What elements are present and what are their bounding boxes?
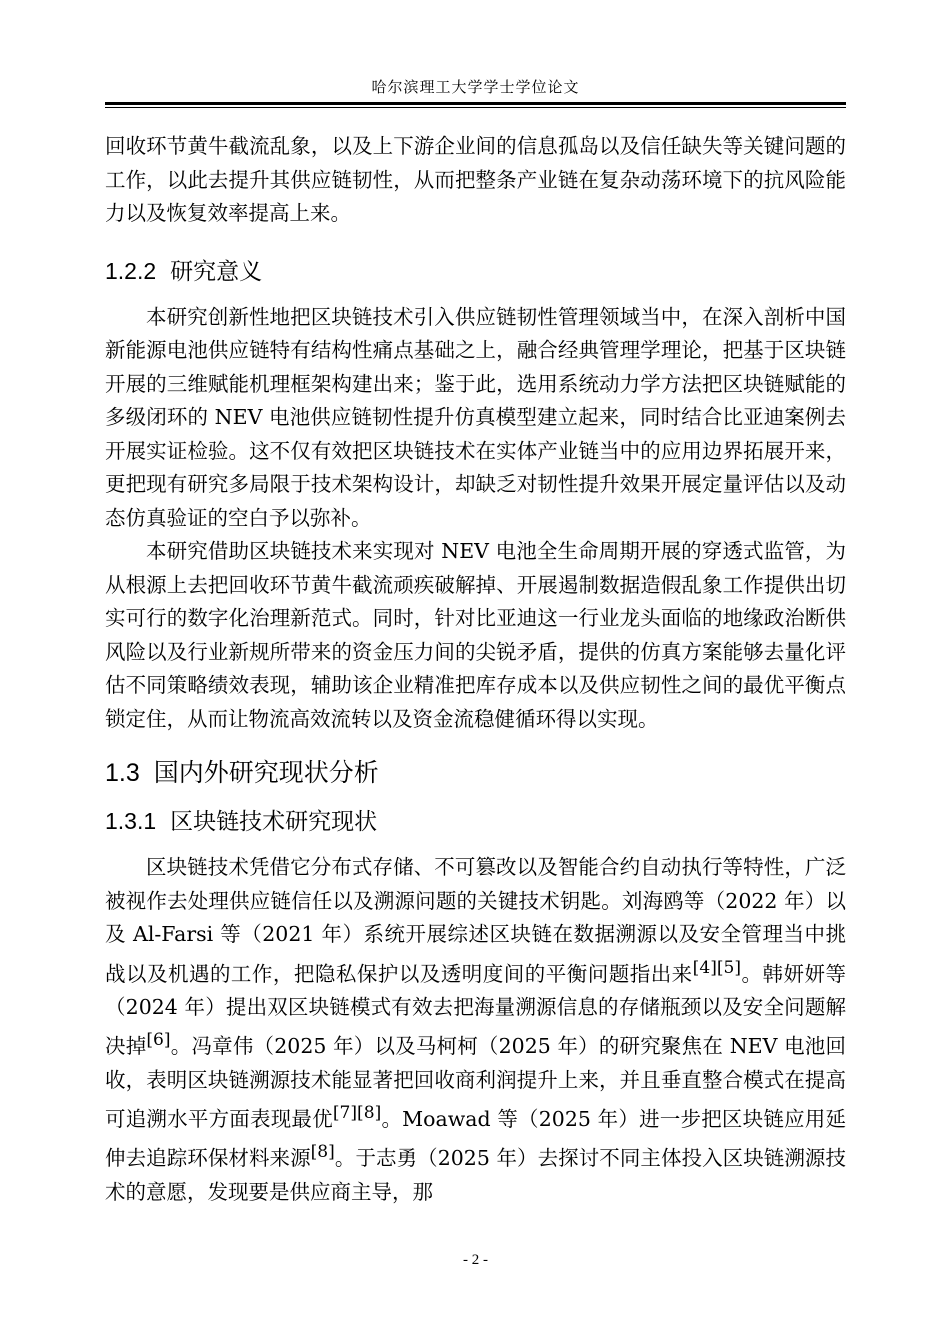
section-number: 1.3.1 [105, 808, 157, 834]
section-number: 1.2.2 [105, 257, 157, 284]
paragraph-significance-1: 本研究创新性地把区块链技术引入供应链韧性管理领域当中，在深入剖析中国新能源电池供应链特有结构性痛点基础之上，融合经典管理学理论，把基于区块链开展的三维赋能机理框架构建出来；鉴于此，选用系统动力学方法把区块链赋能的多级闭环的 NEV 电池供应链韧性提升仿真模型建立起来，同时结合比亚迪案例去开展实证检验。这不仅有效把区块链技术在实体产业链当中的应用边界拓展开来，更把现有研究多局限于技术架构设计，却缺乏对韧性提升效果开展定量评估以及动态仿真验证的空白予以弥补。 [105, 304, 846, 530]
citation-ref: [8] [310, 1142, 335, 1163]
citation-ref: [4][5] [692, 957, 742, 978]
header-rule-thin [105, 107, 846, 108]
section-number: 1.3 [105, 759, 140, 787]
section-title: 区块链技术研究现状 [170, 809, 378, 835]
text-run: 。韩妍妍等（2024 年）提出双区块链模式有效去把海量溯源信息的存储瓶颈以及安全问题解决掉 [105, 961, 847, 1059]
section-title: 研究意义 [170, 258, 263, 285]
section-title: 国内外研究现状分析 [153, 758, 379, 787]
text-run: 。于志勇（2025 年）去探讨不同主体投入区块链溯源技术的意愿，发现要是供应商主导，那 [105, 1146, 846, 1204]
page-body [105, 130, 846, 1209]
heading-section-1-2-2 [105, 256, 846, 287]
text-run: 。冯章伟（2025 年）以及马柯柯（2025 年）的研究聚焦在 NEV 电池回收，表明区块链溯源技术能显著把回收商利润提升上来，并且垂直整合模式在提高可追溯水平方面表现最优 [105, 1034, 846, 1131]
text-run: 区块链技术凭借它分布式存储、不可篡改以及智能合约自动执行等特性，广泛被视作去处理供应链信任以及溯源问题的关键技术钥匙。刘海鸥等（2022 年）以及 Al-Farsi 等（2021 年）系统开展综述区块链在数据溯源以及安全管理当中挑战以及机遇的工作，把隐私保护以及透明度间的平衡问题指出来 [105, 855, 846, 986]
citation-ref: [7][8] [332, 1103, 382, 1124]
heading-section-1-3-1 [105, 806, 846, 837]
paragraph-blockchain-status [105, 851, 846, 1209]
page-number: - 2 - [463, 1252, 488, 1268]
text-run: 。Moawad 等（2025 年）进一步把区块链应用延伸去追踪环保材料来源 [105, 1106, 846, 1171]
header-rule-thick [105, 102, 846, 105]
paragraph-continued: 回收环节黄牛截流乱象，以及上下游企业间的信息孤岛以及信任缺失等关键问题的工作，以此去提升其供应链韧性，从而把整条产业链在复杂动荡环境下的抗风险能力以及恢复效率提高上来。 [105, 134, 846, 225]
citation-ref: [6] [146, 1030, 171, 1051]
paragraph-significance-2: 本研究借助区块链技术来实现对 NEV 电池全生命周期开展的穿透式监管，为从根源上去把回收环节黄牛截流顽疾破解掉、开展遏制数据造假乱象工作提供出切实可行的数字化治理新范式。同时，针对比亚迪这一行业龙头面临的地缘政治断供风险以及行业新规所带来的资金压力间的尖锐矛盾，提供的仿真方案能够去量化评估不同策略绩效表现，辅助该企业精准把库存成本以及供应韧性之间的最优平衡点锁定住，从而让物流高效流转以及资金流稳健循环得以实现。 [105, 539, 846, 731]
running-header: 哈尔滨理工大学学士学位论文 [371, 78, 580, 96]
heading-section-1-3 [105, 756, 846, 790]
